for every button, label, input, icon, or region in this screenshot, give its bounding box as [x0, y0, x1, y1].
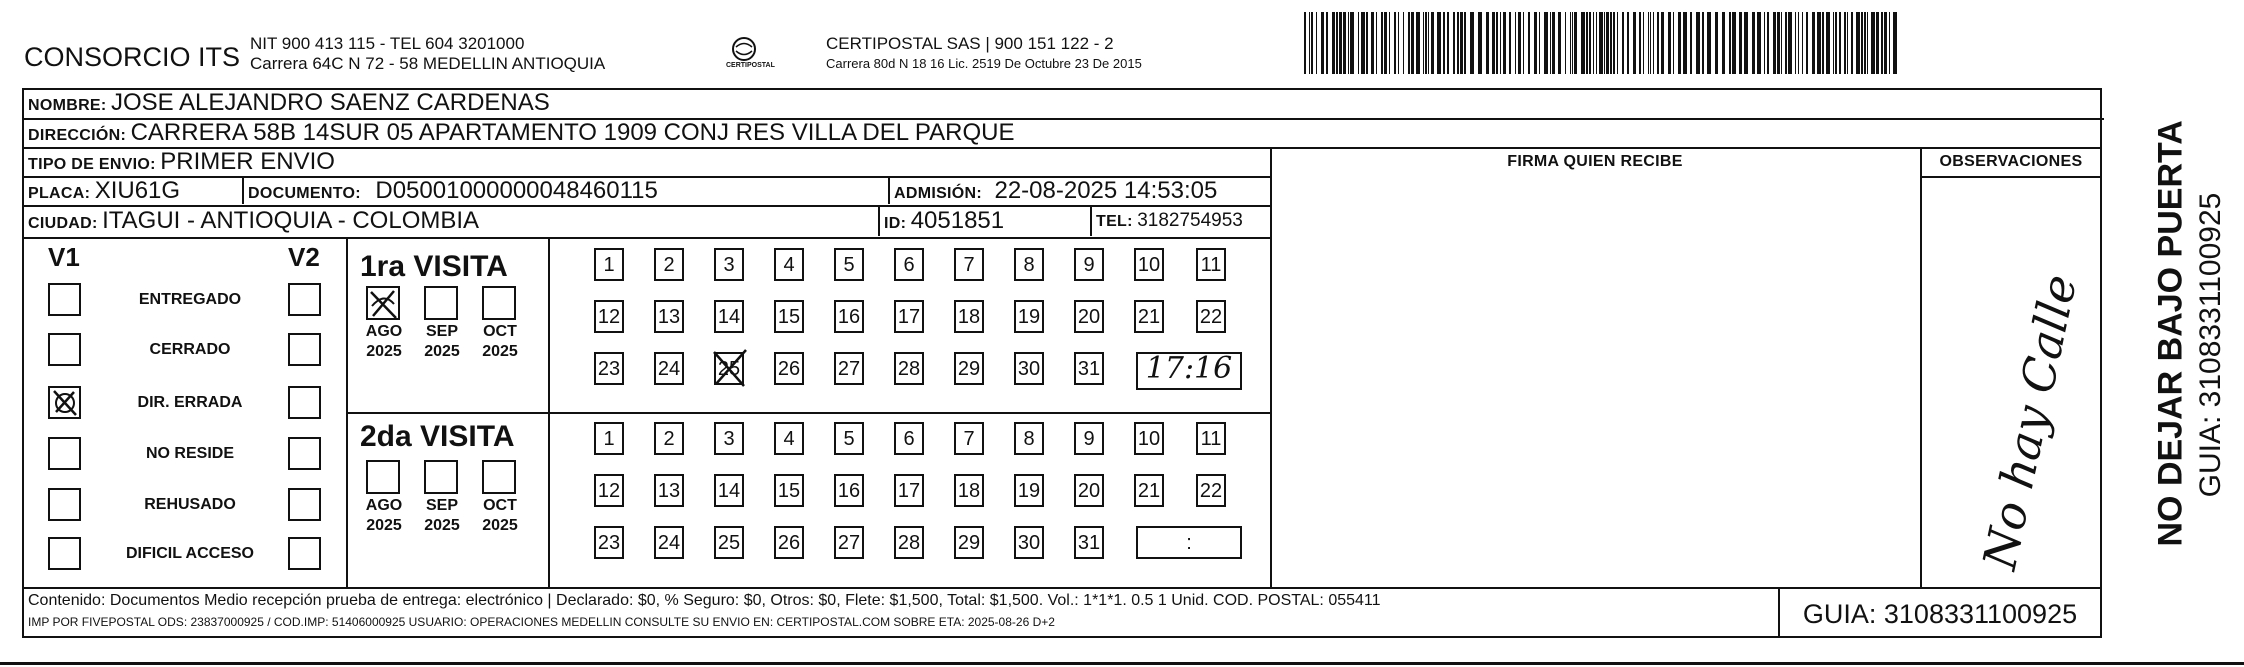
tel-label: TEL: — [1096, 213, 1133, 230]
month-year: 2025 — [424, 343, 460, 360]
documento-field — [248, 176, 658, 209]
second-visit-day-box[interactable]: 18 — [954, 474, 984, 507]
second-visit-day-box[interactable]: 22 — [1196, 474, 1226, 507]
second-visit-day-box[interactable]: 21 — [1134, 474, 1164, 507]
second-visit-day-box[interactable]: 24 — [654, 526, 684, 559]
v1-checkbox[interactable] — [48, 386, 81, 419]
first-visit-day-box[interactable]: 29 — [954, 352, 984, 385]
second-visit-day-box[interactable]: 6 — [894, 422, 924, 455]
month-name: SEP — [425, 323, 458, 340]
first-visit-day-box[interactable]: 2 — [654, 248, 684, 281]
first-visit-day-box[interactable]: 7 — [954, 248, 984, 281]
v2-checkbox[interactable] — [288, 488, 321, 521]
month-name: AGO — [365, 497, 403, 514]
company-name: CONSORCIO ITS — [24, 42, 241, 72]
admision-field — [894, 176, 1217, 209]
second-visit-day-box[interactable]: 1 — [594, 422, 624, 455]
logo-caption: CERTIPOSTAL — [726, 62, 775, 69]
v1-checkbox[interactable] — [48, 437, 81, 470]
day-check-mark — [710, 346, 750, 390]
first-visit-month-label — [476, 322, 524, 362]
tel-value: 3182754953 — [1137, 210, 1243, 231]
second-visit-day-box[interactable]: 11 — [1196, 422, 1226, 455]
first-visit-day-box[interactable]: 13 — [654, 300, 684, 333]
first-visit-day-box[interactable]: 6 — [894, 248, 924, 281]
first-visit-day-box[interactable]: 9 — [1074, 248, 1104, 281]
placa-field — [28, 176, 180, 209]
id-label: ID: — [884, 215, 907, 232]
second-visit-day-box[interactable]: 20 — [1074, 474, 1104, 507]
v2-checkbox[interactable] — [288, 283, 321, 316]
side-warning: NO DEJAR BAJO PUERTA — [2151, 120, 2190, 547]
barcode — [1304, 12, 1904, 74]
v2-checkbox[interactable] — [288, 537, 321, 570]
side-guia: GUIA: 3108331100925 — [2194, 192, 2227, 498]
second-visit-day-box[interactable]: 15 — [774, 474, 804, 507]
second-visit-day-box[interactable]: 5 — [834, 422, 864, 455]
second-visit-time-box[interactable]: : — [1136, 526, 1242, 559]
month-year: 2025 — [482, 517, 518, 534]
id-field — [884, 206, 1004, 239]
v1-checkbox[interactable] — [48, 488, 81, 521]
day-number: 25 — [717, 358, 741, 380]
second-visit-day-box[interactable]: 8 — [1014, 422, 1044, 455]
second-visit-day-box[interactable]: 3 — [714, 422, 744, 455]
second-visit-day-box[interactable]: 26 — [774, 526, 804, 559]
first-visit-month-label — [360, 322, 408, 362]
second-visit-month-checkbox-sep[interactable] — [424, 460, 458, 494]
second-visit-month-checkbox-ago[interactable] — [366, 460, 400, 494]
footer-content: Contenido: Documentos Medio recepción prueba de entrega: electrónico | Declarado: $0, % Seguro: $0, Otros: $0, Flete: $1,500, Total: $1,500. Vol.: 1*1*1. 0.5 1 Unid. COD. POSTAL: 055411 — [28, 592, 1381, 609]
first-visit-day-box[interactable]: 27 — [834, 352, 864, 385]
first-visit-day-box[interactable]: 3 — [714, 248, 744, 281]
first-visit-day-box[interactable]: 8 — [1014, 248, 1044, 281]
second-visit-day-box[interactable]: 30 — [1014, 526, 1044, 559]
month-year: 2025 — [424, 517, 460, 534]
first-visit-day-box[interactable]: 12 — [594, 300, 624, 333]
placa-label: PLACA: — [28, 185, 91, 202]
observations-handwriting: No hay Calle — [1972, 269, 2088, 575]
nombre-value: JOSE ALEJANDRO SAENZ CARDENAS — [111, 89, 550, 116]
second-visit-month-label — [360, 496, 408, 536]
month-name: OCT — [483, 323, 517, 340]
first-visit-day-box[interactable]: 26 — [774, 352, 804, 385]
v1-checkbox[interactable] — [48, 537, 81, 570]
second-visit-day-box[interactable]: 2 — [654, 422, 684, 455]
first-visit-day-box[interactable]: 14 — [714, 300, 744, 333]
second-visit-day-box[interactable]: 19 — [1014, 474, 1044, 507]
second-visit-day-box[interactable]: 4 — [774, 422, 804, 455]
second-visit-day-box[interactable]: 13 — [654, 474, 684, 507]
first-visit-day-box[interactable]: 20 — [1074, 300, 1104, 333]
first-visit-day-box[interactable]: 11 — [1196, 248, 1226, 281]
second-visit-day-box[interactable]: 28 — [894, 526, 924, 559]
nombre-row — [28, 88, 550, 121]
ciudad-field — [28, 206, 479, 239]
v1-checkbox[interactable] — [48, 333, 81, 366]
status-label: ENTREGADO — [138, 291, 242, 308]
month-year: 2025 — [366, 517, 402, 534]
first-visit-month-checkbox-sep[interactable] — [424, 286, 458, 320]
first-visit-time-box[interactable]: 17:16 — [1136, 352, 1242, 390]
second-visit-title: 2da VISITA — [360, 420, 515, 453]
v2-checkbox[interactable] — [288, 437, 321, 470]
second-visit-day-box[interactable]: 17 — [894, 474, 924, 507]
second-visit-day-box[interactable]: 25 — [714, 526, 744, 559]
second-visit-day-box[interactable]: 7 — [954, 422, 984, 455]
placa-value: XIU61G — [94, 177, 181, 204]
first-visit-title: 1ra VISITA — [360, 250, 508, 283]
v1-checkbox[interactable] — [48, 283, 81, 316]
month-name: AGO — [365, 323, 403, 340]
documento-value: D05001000000048460115 — [375, 177, 658, 204]
tipo-envio-label: TIPO DE ENVIO: — [28, 156, 156, 173]
second-visit-day-box[interactable]: 23 — [594, 526, 624, 559]
direccion-value: CARRERA 58B 14SUR 05 APARTAMENTO 1909 CONJ RES VILLA DEL PARQUE — [130, 119, 1015, 146]
v1-label: V1 — [48, 242, 80, 272]
first-visit-day-box[interactable]: 4 — [774, 248, 804, 281]
status-label: REHUSADO — [144, 496, 236, 513]
second-visit-month-label — [418, 496, 466, 536]
courier-license: Carrera 80d N 18 16 Lic. 2519 De Octubre 23 De 2015 — [826, 56, 1142, 71]
first-visit-day-box[interactable]: 5 — [834, 248, 864, 281]
first-visit-day-box[interactable]: 24 — [654, 352, 684, 385]
second-visit-month-label — [476, 496, 524, 536]
second-visit-day-box[interactable]: 9 — [1074, 422, 1104, 455]
first-visit-day-box[interactable]: 31 — [1074, 352, 1104, 385]
second-visit-day-box[interactable]: 10 — [1134, 422, 1164, 455]
ciudad-value: ITAGUI - ANTIOQUIA - COLOMBIA — [102, 207, 480, 234]
certipostal-logo — [722, 34, 766, 78]
first-visit-day-box[interactable]: 18 — [954, 300, 984, 333]
first-visit-day-box[interactable]: 28 — [894, 352, 924, 385]
second-visit-day-box[interactable]: 14 — [714, 474, 744, 507]
ciudad-label: CIUDAD: — [28, 215, 98, 232]
month-year: 2025 — [366, 343, 402, 360]
first-visit-day-box[interactable]: 17 — [894, 300, 924, 333]
footer-guia: GUIA: 3108331100925 — [1802, 599, 2078, 629]
courier-name: CERTIPOSTAL SAS | 900 151 122 - 2 — [826, 34, 1114, 53]
month-name: OCT — [483, 497, 517, 514]
status-label: DIR. ERRADA — [137, 394, 243, 411]
nombre-label: NOMBRE: — [28, 97, 107, 114]
status-label: NO RESIDE — [145, 445, 234, 462]
first-visit-day-box[interactable]: 21 — [1134, 300, 1164, 333]
id-value: 4051851 — [910, 207, 1005, 234]
firma-label: FIRMA QUIEN RECIBE — [1507, 153, 1683, 170]
first-visit-day-box[interactable]: 16 — [834, 300, 864, 333]
company-address: Carrera 64C N 72 - 58 MEDELLIN ANTIOQUIA — [250, 54, 606, 73]
tel-field — [1096, 206, 1243, 237]
first-visit-month-checkbox-ago[interactable] — [366, 286, 400, 320]
first-visit-month-label — [418, 322, 466, 362]
second-visit-day-box[interactable]: 31 — [1074, 526, 1104, 559]
documento-label: DOCUMENTO: — [248, 185, 361, 202]
month-year: 2025 — [482, 343, 518, 360]
second-visit-day-box[interactable]: 12 — [594, 474, 624, 507]
company-nit: NIT 900 413 115 - TEL 604 3201000 — [250, 34, 525, 53]
first-visit-day-box[interactable]: 19 — [1014, 300, 1044, 333]
first-visit-day-box[interactable]: 30 — [1014, 352, 1044, 385]
first-visit-day-box[interactable]: 1 — [594, 248, 624, 281]
admision-label: ADMISIÓN: — [894, 185, 983, 202]
first-visit-month-checkbox-oct[interactable] — [482, 286, 516, 320]
tipo-envio-value: PRIMER ENVIO — [160, 148, 335, 175]
first-visit-day-box[interactable]: 15 — [774, 300, 804, 333]
first-visit-day-box[interactable]: 23 — [594, 352, 624, 385]
second-visit-day-box[interactable]: 16 — [834, 474, 864, 507]
status-label: CERRADO — [149, 341, 231, 358]
v2-checkbox[interactable] — [288, 333, 321, 366]
first-visit-day-box[interactable] — [714, 352, 744, 385]
second-visit-day-box[interactable]: 27 — [834, 526, 864, 559]
first-visit-day-box[interactable]: 10 — [1134, 248, 1164, 281]
second-visit-day-box[interactable]: 29 — [954, 526, 984, 559]
status-label: DIFICIL ACCESO — [125, 545, 254, 562]
second-visit-month-checkbox-oct[interactable] — [482, 460, 516, 494]
first-visit-day-box[interactable]: 22 — [1196, 300, 1226, 333]
month-name: SEP — [425, 497, 458, 514]
direccion-label: DIRECCIÓN: — [28, 127, 127, 144]
v2-label: V2 — [288, 242, 320, 272]
observaciones-label: OBSERVACIONES — [1939, 153, 2083, 170]
admision-value: 22-08-2025 14:53:05 — [994, 177, 1218, 204]
v2-checkbox[interactable] — [288, 386, 321, 419]
footer-print-info: IMP POR FIVEPOSTAL ODS: 23837000925 / COD.IMP: 51406000925 USUARIO: OPERACIONES MEDELLIN CONSULTE SU ENVIO EN: CERTIPOSTAL.COM SOBRE ETA: 2025-08-26 D+2 — [28, 615, 1055, 629]
